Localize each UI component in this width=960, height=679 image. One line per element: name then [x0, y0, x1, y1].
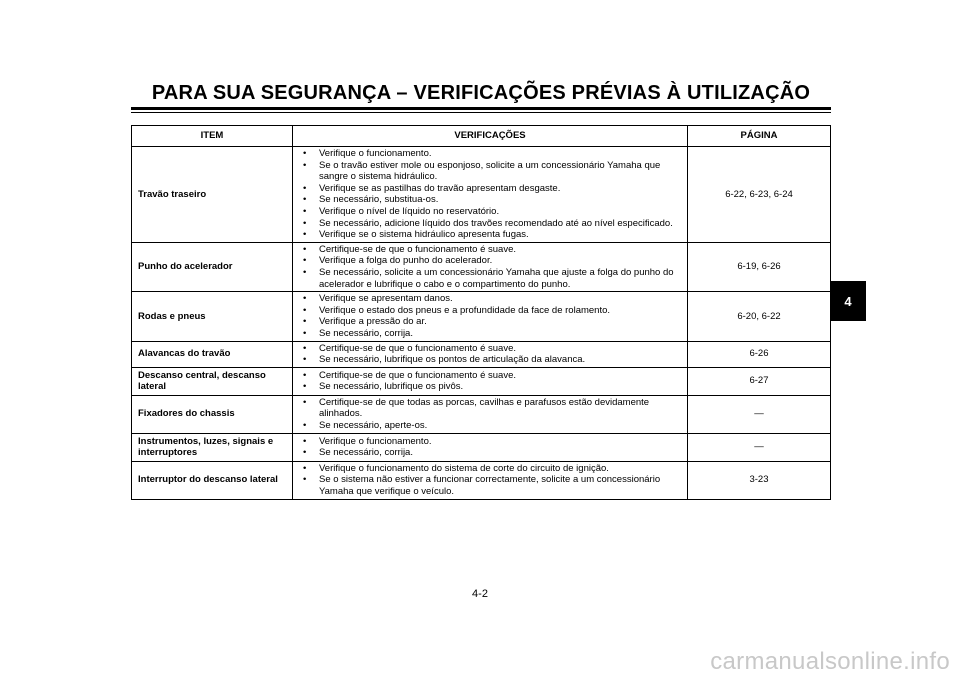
row-checks — [293, 147, 688, 243]
row-page: 6-19, 6-26 — [688, 242, 831, 291]
row-page: — — [688, 395, 831, 433]
row-checks — [293, 395, 688, 433]
check-item: • Se o travão estiver mole ou esponjoso, solicite a um concessionário Yamaha que sangre o sistema hidráulico. — [297, 160, 681, 183]
check-item: • Certifique-se de que o funcionamento é suave. — [297, 244, 681, 256]
table-row — [132, 433, 831, 461]
table-row — [132, 395, 831, 433]
title-rule — [131, 107, 831, 110]
page-title: PARA SUA SEGURANÇA – VERIFICAÇÕES PRÉVIAS À UTILIZAÇÃO — [151, 82, 811, 104]
check-item: • Certifique-se de que o funcionamento é suave. — [297, 343, 681, 355]
row-page: 6-20, 6-22 — [688, 292, 831, 341]
table-header-row — [132, 126, 831, 147]
row-page: 6-22, 6-23, 6-24 — [688, 147, 831, 243]
check-item: • Se necessário, lubrifique os pontos de articulação da alavanca. — [297, 354, 681, 366]
chapter-tab: 4 — [830, 281, 866, 321]
title-rule-thin — [131, 112, 831, 113]
row-item: Travão traseiro — [132, 147, 293, 243]
check-item: • Se necessário, adicione líquido dos travões recomendado até ao nível especificado. — [297, 218, 681, 230]
row-checks — [293, 367, 688, 395]
check-item: • Verifique se apresentam danos. — [297, 293, 681, 305]
check-item: • Verifique o nível de líquido no reservatório. — [297, 206, 681, 218]
check-item: • Verifique o funcionamento. — [297, 148, 681, 160]
checks-table — [131, 125, 831, 500]
check-item: • Se o sistema não estiver a funcionar correctamente, solicite a um concessionário Yamaha que verifique o veículo. — [297, 474, 681, 497]
check-item: • Se necessário, solicite a um concessionário Yamaha que ajuste a folga do punho do acelerador e lubrifique o cabo e o compartimento do punho. — [297, 267, 681, 290]
check-item: • Verifique o estado dos pneus e a profundidade da face de rolamento. — [297, 305, 681, 317]
row-item: Rodas e pneus — [132, 292, 293, 341]
check-item: • Verifique o funcionamento. — [297, 436, 681, 448]
row-item: Instrumentos, luzes, signais e interruptores — [132, 433, 293, 461]
check-item: • Verifique o funcionamento do sistema de corte do circuito de ignição. — [297, 463, 681, 475]
row-checks — [293, 341, 688, 367]
check-item: • Verifique a pressão do ar. — [297, 316, 681, 328]
table-row — [132, 367, 831, 395]
table-row — [132, 242, 831, 291]
column-header-item: ITEM — [132, 126, 293, 147]
column-header-page: PÁGINA — [688, 126, 831, 147]
check-item: • Se necessário, substitua-os. — [297, 194, 681, 206]
table-row — [132, 461, 831, 499]
check-item: • Certifique-se de que todas as porcas, cavilhas e parafusos estão devidamente alinhados. — [297, 397, 681, 420]
row-page: 3-23 — [688, 461, 831, 499]
check-item: • Verifique se o sistema hidráulico apresenta fugas. — [297, 229, 681, 241]
check-item: • Certifique-se de que o funcionamento é suave. — [297, 370, 681, 382]
row-checks — [293, 292, 688, 341]
row-item: Alavancas do travão — [132, 341, 293, 367]
table-row — [132, 341, 831, 367]
check-item: • Se necessário, corrija. — [297, 447, 681, 459]
table-row — [132, 147, 831, 243]
row-checks — [293, 433, 688, 461]
check-item: • Verifique a folga do punho do acelerador. — [297, 255, 681, 267]
row-page: 6-26 — [688, 341, 831, 367]
check-item: • Se necessário, corrija. — [297, 328, 681, 340]
watermark: carmanualsonline.info — [710, 648, 950, 675]
row-item: Fixadores do chassis — [132, 395, 293, 433]
row-item: Interruptor do descanso lateral — [132, 461, 293, 499]
table-row — [132, 292, 831, 341]
row-page: — — [688, 433, 831, 461]
check-item: • Verifique se as pastilhas do travão apresentam desgaste. — [297, 183, 681, 195]
column-header-checks: VERIFICAÇÕES — [293, 126, 688, 147]
check-item: • Se necessário, aperte-os. — [297, 420, 681, 432]
row-page: 6-27 — [688, 367, 831, 395]
page-number: 4-2 — [472, 588, 488, 600]
row-checks — [293, 461, 688, 499]
check-item: • Se necessário, lubrifique os pivôs. — [297, 381, 681, 393]
row-item: Descanso central, descanso lateral — [132, 367, 293, 395]
row-checks — [293, 242, 688, 291]
row-item: Punho do acelerador — [132, 242, 293, 291]
